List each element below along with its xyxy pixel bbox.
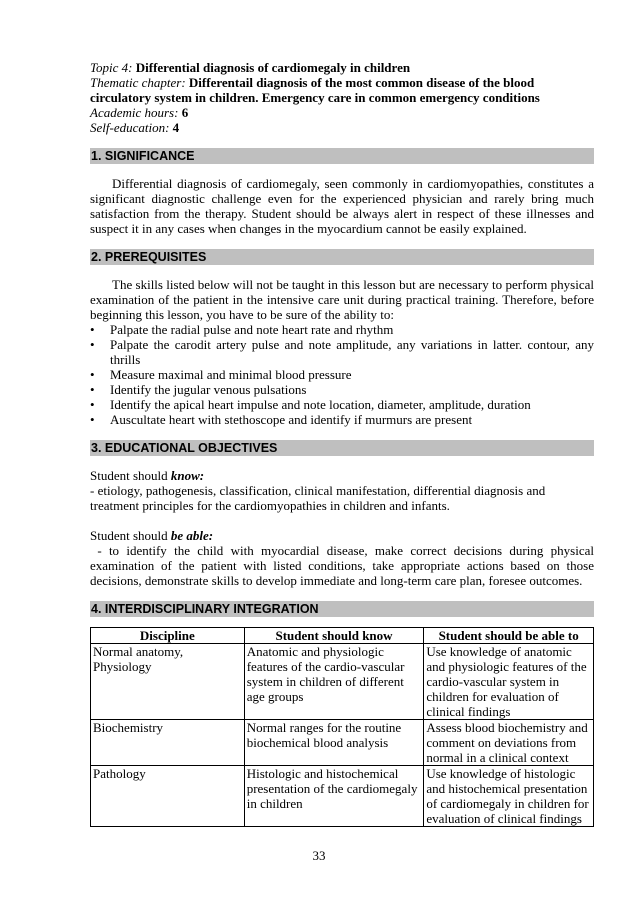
integration-table xyxy=(90,627,594,827)
hours-label: Academic hours: xyxy=(90,105,179,120)
section-heading-integration: 4. INTERDISCIPLINARY INTEGRATION xyxy=(90,601,594,617)
table-row xyxy=(91,644,594,720)
list-item: • Identify the jugular venous pulsations xyxy=(90,382,594,397)
list-item: • Palpate the carodit artery pulse and note amplitude, any variations in latter. contour, any thrills xyxy=(90,337,594,367)
table-cell: Use knowledge of anatomic and physiologic features of the cardio-vascular system in children for evaluation of clinical findings xyxy=(424,644,594,720)
table-cell: Histologic and histochemical presentation of the cardiomegaly in children xyxy=(244,766,424,827)
hours-value: 6 xyxy=(181,105,189,120)
chapter-label: Thematic chapter: xyxy=(90,75,186,90)
table-cell: Anatomic and physiologic features of the cardio-vascular system in children of different age groups xyxy=(244,644,424,720)
lesson-meta xyxy=(90,60,594,135)
able-emphasis: be able: xyxy=(170,528,214,543)
table-header-row xyxy=(91,628,594,644)
document-page xyxy=(90,60,598,827)
topic-value: Differential diagnosis of cardiomegaly in children xyxy=(135,60,411,75)
able-heading xyxy=(90,528,594,543)
hours-line xyxy=(90,105,594,120)
section-heading-prerequisites: 2. PREREQUISITES xyxy=(90,249,594,265)
table-cell: Normal ranges for the routine biochemical blood analysis xyxy=(244,720,424,766)
table-cell: Assess blood biochemistry and comment on deviations from normal in a clinical context xyxy=(424,720,594,766)
chapter-line xyxy=(90,75,594,105)
list-item: • Auscultate heart with stethoscope and identify if murmurs are present xyxy=(90,412,594,427)
self-education-value: 4 xyxy=(172,120,180,135)
table-header-cell: Student should know xyxy=(244,628,424,644)
prerequisites-paragraph: The skills listed below will not be taught in this lesson but are necessary to perform physical examination of the patient in the intensive care unit during practical training. Therefore, before beginning this lesson, you have to be sure of the ability to: xyxy=(90,277,594,322)
self-education-line xyxy=(90,120,594,135)
table-cell: Use knowledge of histologic and histochemical presentation of cardiomegaly in children for evaluation of clinical findings xyxy=(424,766,594,827)
significance-paragraph: Differential diagnosis of cardiomegaly, seen commonly in cardiomyopathies, constitutes a significant diagnostic challenge even for the experienced physician and rarely bring much satisfaction from the therapy. Student should be always alert in respect of these illnesses and suspect it in any cases when changes in the myocardium cannot be easily explained. xyxy=(90,176,594,236)
know-prefix: Student should xyxy=(90,468,171,483)
section-heading-significance: 1. SIGNIFICANCE xyxy=(90,148,594,164)
able-prefix: Student should xyxy=(90,528,171,543)
list-item: • Measure maximal and minimal blood pressure xyxy=(90,367,594,382)
know-heading xyxy=(90,468,594,483)
topic-line xyxy=(90,60,594,75)
table-cell: Biochemistry xyxy=(91,720,245,766)
table-row xyxy=(91,766,594,827)
know-emphasis: know: xyxy=(170,468,205,483)
chapter-value: Differentail diagnosis of the most common disease of the blood circulatory system in children. Emergency care in common emergency conditions xyxy=(90,75,540,105)
table-cell: Pathology xyxy=(91,766,245,827)
page-number: 33 xyxy=(312,848,326,863)
list-item: • Palpate the radial pulse and note heart rate and rhythm xyxy=(90,322,594,337)
table-row xyxy=(91,720,594,766)
list-item: • Identify the apical heart impulse and note location, diameter, amplitude, duration xyxy=(90,397,594,412)
section-heading-objectives: 3. EDUCATIONAL OBJECTIVES xyxy=(90,440,594,456)
know-text: - etiology, pathogenesis, classification, clinical manifestation, differential diagnosis and treatment principles for the cardiomyopathies in children and infants. xyxy=(90,483,546,513)
prerequisites-list xyxy=(90,322,594,427)
self-education-label: Self-education: xyxy=(90,120,170,135)
table-header-cell: Discipline xyxy=(91,628,245,644)
topic-label: Topic 4: xyxy=(90,60,133,75)
table-header-cell: Student should be able to xyxy=(424,628,594,644)
able-text: - to identify the child with myocardial disease, make correct decisions during physical examination of the patient with listed conditions, take appropriate actions based on those decisions, demonstrate skills to develop immediate and long-term care plan, foresee outcomes. xyxy=(90,543,598,588)
table-cell: Normal anatomy, Physiology xyxy=(91,644,245,720)
